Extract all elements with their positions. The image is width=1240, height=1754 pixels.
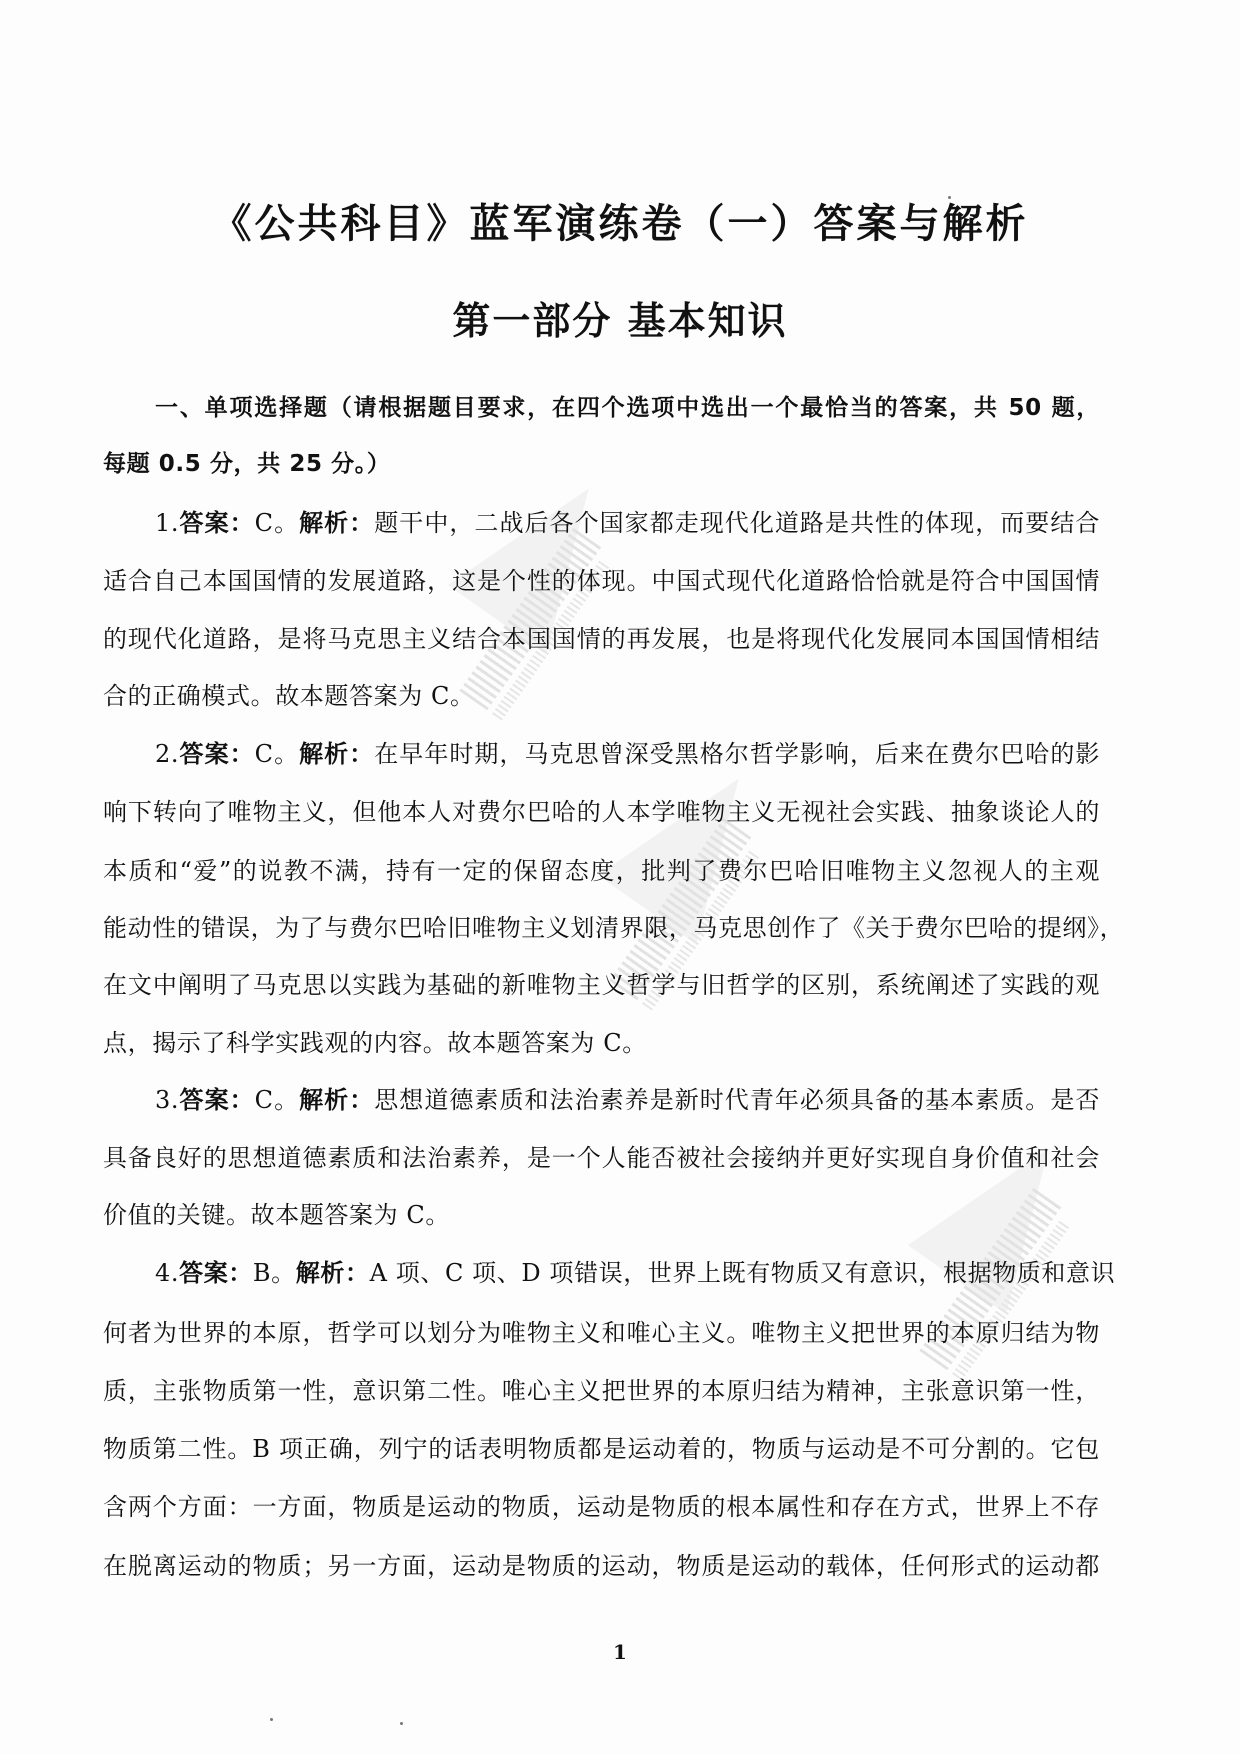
scan-speck (948, 196, 951, 199)
paragraph-line: 具备良好的思想道德素质和法治素养，是一个人能否被社会接纳并更好实现自身价值和社会 (103, 1144, 1100, 1172)
question-number: 1. (155, 509, 180, 537)
paragraph-line: 在脱离运动的物质；另一方面，运动是物质的运动，物质是运动的载体，任何形式的运动都 (103, 1552, 1100, 1580)
analysis-label: 解析： (299, 509, 375, 537)
question-number: 4. (155, 1259, 180, 1287)
paragraph-line: 适合自己本国国情的发展道路，这是个性的体现。中国式现代化道路恰恰就是符合中国国情 (103, 567, 1100, 595)
paragraph-line: 何者为世界的本原，哲学可以划分为唯物主义和唯心主义。唯物主义把世界的本原归结为物 (103, 1319, 1100, 1347)
section-heading: 一、单项选择题（请根据题目要求，在四个选项中选出一个最恰当的答案，共 50 题， (155, 395, 1100, 421)
scan-speck (400, 1722, 403, 1725)
question-1 (155, 503, 1100, 543)
paragraph-line: 点，揭示了科学实践观的内容。故本题答案为 C。 (103, 1029, 647, 1057)
page-number: 1 (613, 1640, 627, 1664)
answer-label: 答案： (179, 1086, 255, 1114)
analysis-text: 题干中，二战后各个国家都走现代化道路是共性的体现，而要结合 (374, 509, 1100, 537)
answer-label: 答案： (179, 740, 255, 768)
part-title: 第一部分 基本知识 (452, 299, 788, 343)
paragraph-line: 价值的关键。故本题答案为 C。 (103, 1201, 450, 1229)
paragraph-line: 物质第二性。B 项正确，列宁的话表明物质都是运动着的，物质与运动是不可分割的。它包 (103, 1435, 1100, 1463)
analysis-text: A 项、C 项、D 项错误，世界上既有物质又有意识，根据物质和意识 (369, 1259, 1116, 1287)
analysis-label: 解析： (299, 1086, 375, 1114)
paragraph-line: 能动性的错误，为了与费尔巴哈旧唯物主义划清界限，马克思创作了《关于费尔巴哈的提纲》， (103, 914, 1125, 942)
analysis-text: 思想道德素质和法治素养是新时代青年必须具备的基本素质。是否 (374, 1086, 1100, 1114)
question-2 (155, 734, 1100, 774)
paragraph-line: 含两个方面：一方面，物质是运动的物质，运动是物质的根本属性和存在方式，世界上不存 (103, 1493, 1100, 1521)
paragraph-line: 在文中阐明了马克思以实践为基础的新唯物主义哲学与旧哲学的区别，系统阐述了实践的观 (103, 971, 1100, 999)
question-number: 2. (155, 740, 180, 768)
paragraph-line: 本质和“爱”的说教不满，持有一定的保留态度，批判了费尔巴哈旧唯物主义忽视人的主观 (103, 857, 1100, 885)
paragraph-line: 的现代化道路，是将马克思主义结合本国国情的再发展，也是将现代化发展同本国国情相结 (103, 625, 1100, 653)
question-number: 3. (155, 1086, 180, 1114)
watermark-url (952, 1218, 1071, 1381)
paragraph-line: 响下转向了唯物主义，但他本人对费尔巴哈的人本学唯物主义无视社会实践、抽象谈论人的 (103, 798, 1100, 826)
document-title: 《公共科目》蓝军演练卷（一）答案与解析 (211, 201, 1029, 247)
paragraph-line: 合的正确模式。故本题答案为 C。 (103, 682, 475, 710)
answer-value: B。 (252, 1259, 296, 1287)
section-heading-cont: 每题 0.5 分，共 25 分。） (103, 451, 391, 477)
analysis-label: 解析： (295, 1259, 370, 1287)
analysis-text: 在早年时期，马克思曾深受黑格尔哲学影响，后来在费尔巴哈的影 (374, 740, 1100, 768)
question-3 (155, 1080, 1100, 1120)
analysis-label: 解析： (299, 740, 375, 768)
answer-value: C。 (254, 1086, 300, 1114)
paragraph-line: 质，主张物质第一性，意识第二性。唯心主义把世界的本原归结为精神，主张意识第一性， (103, 1377, 1100, 1405)
question-4 (155, 1253, 1116, 1293)
answer-label: 答案： (179, 1259, 253, 1287)
answer-label: 答案： (179, 509, 255, 537)
answer-value: C。 (254, 509, 300, 537)
scan-speck (270, 1718, 273, 1721)
answer-value: C。 (254, 740, 300, 768)
